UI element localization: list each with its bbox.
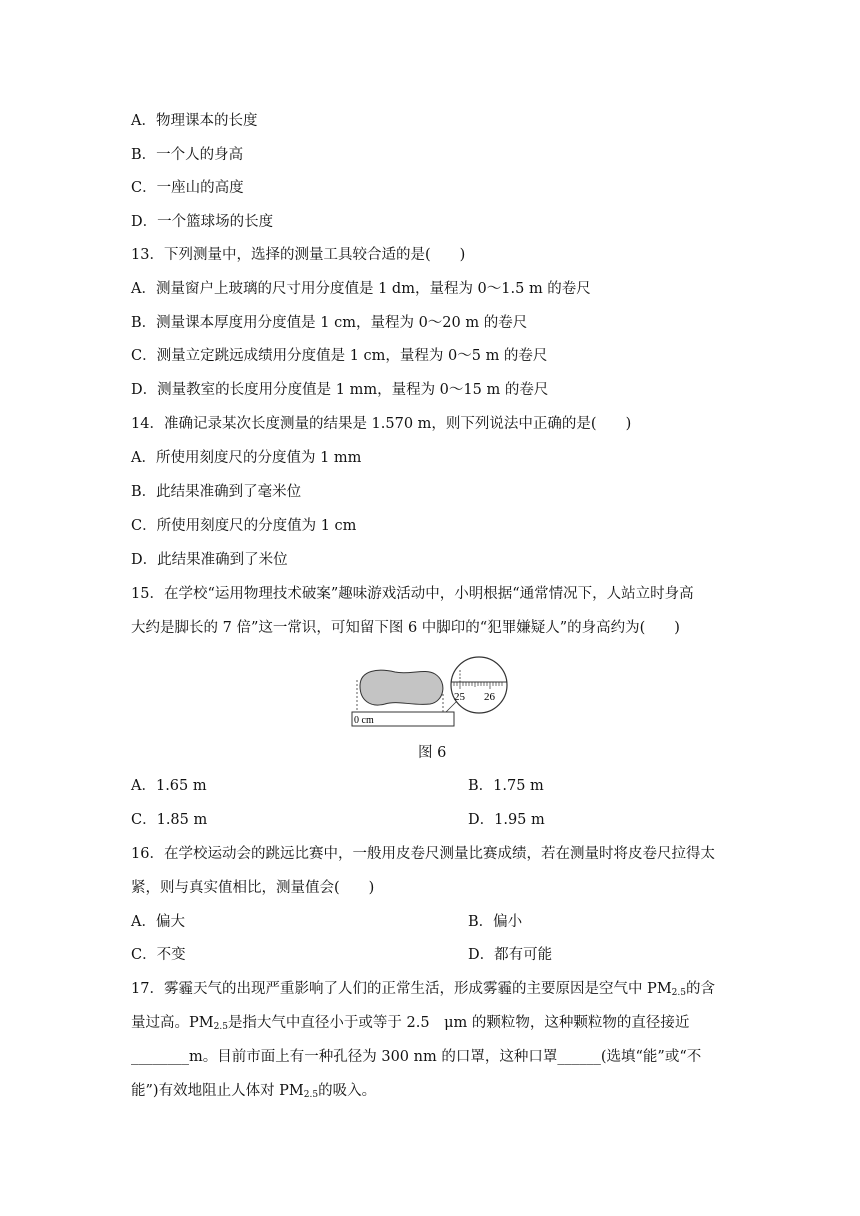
q12-option-b: B．一个人的身高 (131, 147, 244, 163)
q16-stem-line1: 16．在学校运动会的跳远比赛中，一般用皮卷尺测量比赛成绩，若在测量时将皮卷尺拉得太 (131, 846, 715, 862)
q15-option-a: A．1.65 m (131, 778, 207, 794)
q12-option-a: A．物理课本的长度 (131, 113, 258, 129)
q17-line3: ________m。目前市面上有一种孔径为 300 nm 的口罩，这种口罩______(选填“能”或“不 (131, 1049, 702, 1065)
q15-stem-line2: 大约是脚长的 7 倍”这一常识，可知留下图 6 中脚印的“犯罪嫌疑人”的身高约为( ) (131, 620, 680, 636)
q16-option-d: D．都有可能 (468, 947, 553, 963)
footprint-shape (360, 670, 443, 705)
q12-option-c: C．一座山的高度 (131, 180, 244, 196)
q16-option-a: A．偏大 (131, 914, 185, 930)
q13-option-d: D．测量教室的长度用分度值是 1 mm，量程为 0～15 m 的卷尺 (131, 382, 549, 398)
tick-26: 26 (484, 691, 495, 703)
figure-caption: 图 6 (418, 745, 447, 761)
q14-option-b: B．此结果准确到了毫米位 (131, 484, 302, 500)
q15-option-c: C．1.85 m (131, 812, 208, 828)
q13-stem: 13．下列测量中，选择的测量工具较合适的是( ) (131, 247, 466, 263)
q17-line2: 量过高。$PM_{2.5}$是指大气中直径小于或等于 2.5 μm 的颗粒物，这种颗粒物的直径接近 (131, 1015, 690, 1032)
q13-option-b: B．测量课本厚度用分度值是 1 cm，量程为 0～20 m 的卷尺 (131, 315, 528, 331)
ruler-label: 0 cm (354, 715, 374, 726)
q14-option-d: D．此结果准确到了米位 (131, 552, 288, 568)
q14-option-a: A．所使用刻度尺的分度值为 1 mm (131, 450, 362, 466)
magnifier-circle (451, 657, 507, 713)
q15-stem-line1: 15．在学校“运用物理技术破案”趣味游戏活动中，小明根据“通常情况下，人站立时身高 (131, 586, 694, 602)
q17-line4: 能”)有效地阻止人体对 $PM_{2.5}$的吸入。 (131, 1083, 377, 1100)
q13-option-a: A．测量窗户上玻璃的尺寸用分度值是 1 dm，量程为 0～1.5 m 的卷尺 (131, 281, 591, 297)
q12-option-d: D．一个篮球场的长度 (131, 214, 274, 230)
q16-option-b: B．偏小 (468, 914, 523, 930)
tick-25: 25 (454, 691, 465, 703)
q13-option-c: C．测量立定跳远成绩用分度值是 1 cm，量程为 0～5 m 的卷尺 (131, 348, 548, 364)
footprint-figure (350, 650, 510, 730)
q14-stem: 14．准确记录某次长度测量的结果是 1.570 m，则下列说法中正确的是( ) (131, 416, 632, 432)
q17-line1: 17．雾霾天气的出现严重影响了人们的正常生活，形成雾霾的主要原因是空气中 $PM_{2.5}$的含 (131, 981, 715, 998)
q15-option-b: B．1.75 m (468, 778, 544, 794)
q16-option-c: C．不变 (131, 947, 186, 963)
q15-option-d: D．1.95 m (468, 812, 545, 828)
q14-option-c: C．所使用刻度尺的分度值为 1 cm (131, 518, 357, 534)
q16-stem-line2: 紧，则与真实值相比，测量值会( ) (131, 880, 375, 896)
